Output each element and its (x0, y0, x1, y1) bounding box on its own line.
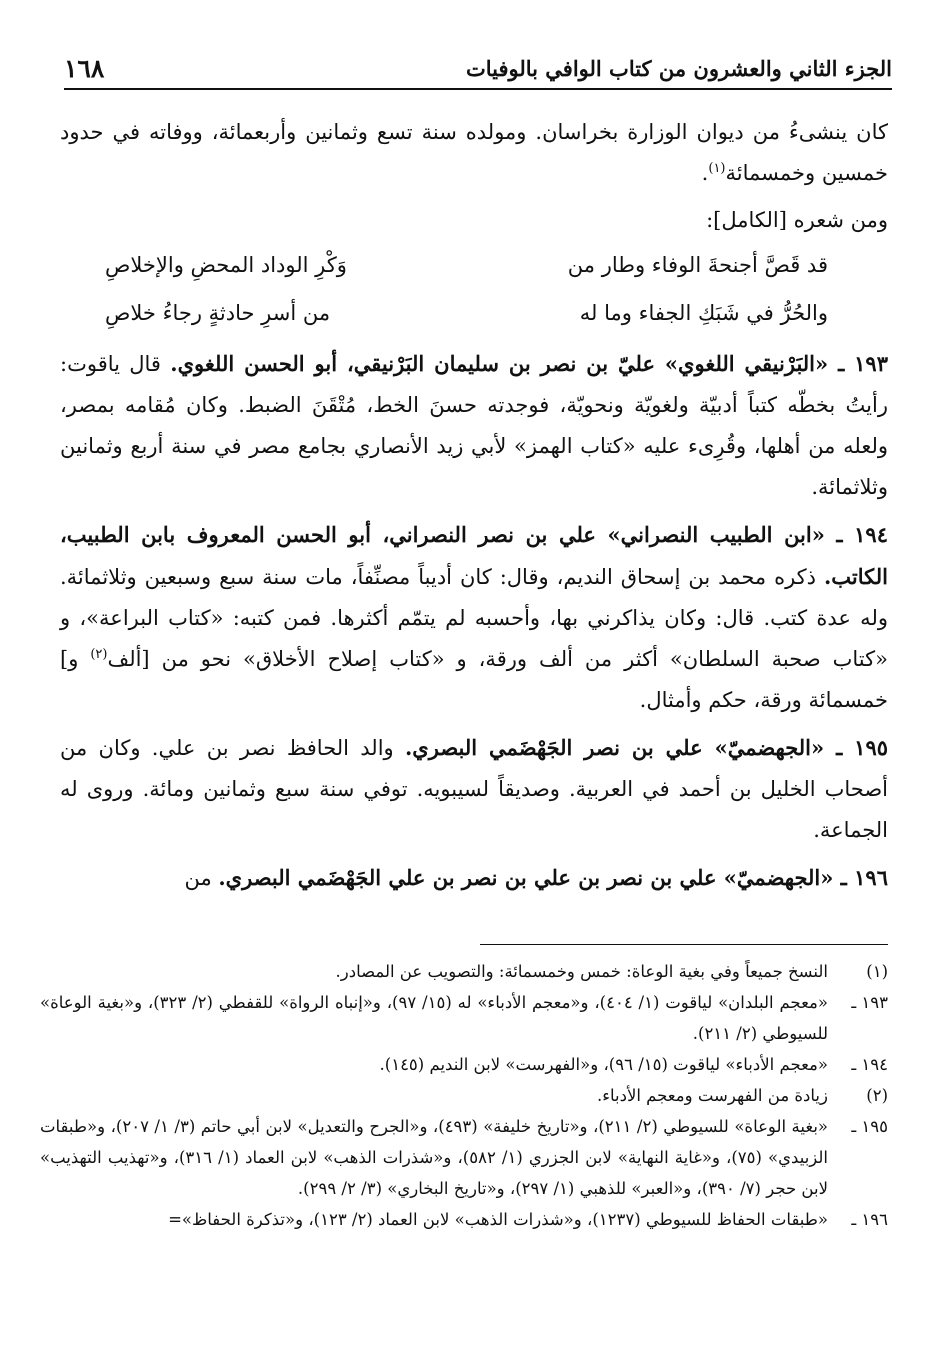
hemistich-first: قد قَصَّ أجنحةَ الوفاء وطار من (567, 253, 828, 277)
page-number: ١٦٨ (64, 53, 105, 83)
footnote-label: ١٩٦ ـ (851, 1210, 888, 1229)
hemistich-first: والحُرُّ في شَبَكِ الجفاء وما له (579, 301, 828, 325)
footnote-ref-2: (٢) (90, 647, 108, 662)
entry-194 (60, 514, 888, 721)
page-header (64, 48, 892, 90)
entry-195-text: والد الحافظ نصر بن علي. وكان من أصحاب الخليل بن أحمد في العربية. وصديقاً لسيبويه. توفي سنة سبع وثمانين ومائة. وروى له الجماعة. (60, 736, 888, 842)
entry-194-text: ذكره محمد بن إسحاق النديم، وقال: كان أديباً مصنِّفاً، مات سنة سبع وسبعين وثلاثمائة. وله عدة كتب. قال: وكان يذاكرني بها، وأحسبه لم يتمّم أكثرها. فمن كتبه: «كتاب البراعة»، و «كتاب صحبة السلطان» أكثر من ألف ورقة، و «كتاب إصلاح الأخلاق» نحو من [ألف (60, 565, 888, 671)
poem-verse (105, 241, 828, 289)
entry-196-heading: ١٩٦ ـ «الجهضميّ» علي بن نصر بن علي بن نصر بن علي الجَهْضَمي البصري. (218, 865, 888, 890)
main-text (60, 112, 888, 899)
footnote (40, 1204, 888, 1235)
entry-193-heading: ١٩٣ ـ «البَرْنيقي اللغوي» عليّ بن نصر بن سليمان البَرْنيقي، أبو الحسن اللغوي. (170, 351, 888, 376)
intro-end: . (701, 161, 709, 185)
footnote (40, 1111, 888, 1204)
footnote-text: النسخ جميعاً وفي بغية الوعاة: خمس وخمسمائة: والتصويب عن المصادر. (335, 962, 828, 981)
footnote (40, 1049, 888, 1080)
footnote-text: «معجم البلدان» لياقوت (١/ ٤٠٤)، و«معجم الأدباء» له (١٥/ ٩٧)، و«إنباه الرواة» للقفطي (٢/ ٣٢٣)، و«بغية الوعاة» للسيوطي (٢/ ٢١١). (40, 993, 828, 1043)
footnote (40, 1080, 888, 1111)
footnote (40, 987, 888, 1049)
hemistich-second: من أسرِ حادثةٍ رجاءُ خلاصِ (105, 301, 331, 325)
footnote-text: «طبقات الحفاظ للسيوطي (١٢٣٧)، و«شذرات الذهب» لابن العماد (٢/ ١٢٣)، و«تذكرة الحفاظ»= (168, 1210, 828, 1229)
running-title: الجزء الثاني والعشرون من كتاب الوافي بالوفيات (465, 55, 892, 81)
entry-195-heading: ١٩٥ ـ «الجهضميّ» علي بن نصر الجَهْضَمي البصري. (405, 735, 889, 760)
footnote-label: ١٩٤ ـ (851, 1055, 888, 1074)
intro-text: كان ينشىءُ من ديوان الوزارة بخراسان. ومولده سنة تسع وثمانين وأربعمائة، ووفاته في حدود خمسين وخمسمائة (60, 120, 888, 185)
footnote-label: ١٩٥ ـ (851, 1117, 888, 1136)
footnote-label: (١) (866, 962, 888, 981)
poem-intro: ومن شعره [الكامل]: (706, 208, 888, 232)
footnote (40, 956, 888, 987)
footnote-label: (٢) (866, 1086, 888, 1105)
footnote-label: ١٩٣ ـ (851, 993, 888, 1012)
footnote-text: «معجم الأدباء» لياقوت (١٥/ ٩٦)، و«الفهرست» لابن النديم (١٤٥). (379, 1055, 828, 1074)
entry-196-text: من (184, 866, 212, 890)
entry-195 (60, 727, 888, 851)
footnote-divider (480, 944, 888, 945)
entry-196 (60, 857, 888, 899)
hemistich-second: وَكْرِ الوداد المحضِ والإخلاصِ (105, 253, 347, 277)
entry-193-text: قال ياقوت: رأيتُ بخطّه كتباً أدبيّة ولغويّة ونحويّة، فوجدته حسنَ الخط، مُتْقَنَ الضبط. وكان مُقامه بمصر، ولعله من أهلها، وقُرِىء عليه «كتاب الهمز» لأبي زيد الأنصاري بجامع مصر في سنة أربع وثمانين وثلاثمائة. (60, 352, 888, 499)
entry-194-heading: ١٩٤ ـ «ابن الطبيب النصراني» علي بن نصر النصراني، أبو الحسن المعروف بابن الطبيب، الكاتب. (60, 522, 888, 589)
entry-194-end: و] خمسمائة ورقة، حكم وأمثال. (60, 647, 888, 712)
poem (105, 241, 828, 337)
footnote-ref-1: (١) (708, 161, 726, 176)
footnote-text: زيادة من الفهرست ومعجم الأدباء. (596, 1086, 828, 1105)
footnotes (40, 956, 888, 1235)
footnote-text: «بغية الوعاة» للسيوطي (٢/ ٢١١)، و«تاريخ خليفة» (٤٩٣)، و«الجرح والتعديل» لابن أبي حاتم (٣/ ١/ ٢٠٧)، و«طبقات الزبيدي» (٧٥)، و«غاية النهاية» لابن الجزري (١/ ٥٨٢)، و«شذرات الذهب» لابن العماد (١/ ٣١٦)، و«تهذيب التهذيب» لابن حجر (٧/ ٣٩٠)، و«العبر» للذهبي (١/ ٢٩٧)، و«تاريخ البخاري» (٣/ ٢/ ٢٩٩). (40, 1117, 829, 1198)
poem-verse (105, 289, 828, 337)
intro-paragraph (60, 112, 888, 194)
entry-193 (60, 343, 888, 508)
